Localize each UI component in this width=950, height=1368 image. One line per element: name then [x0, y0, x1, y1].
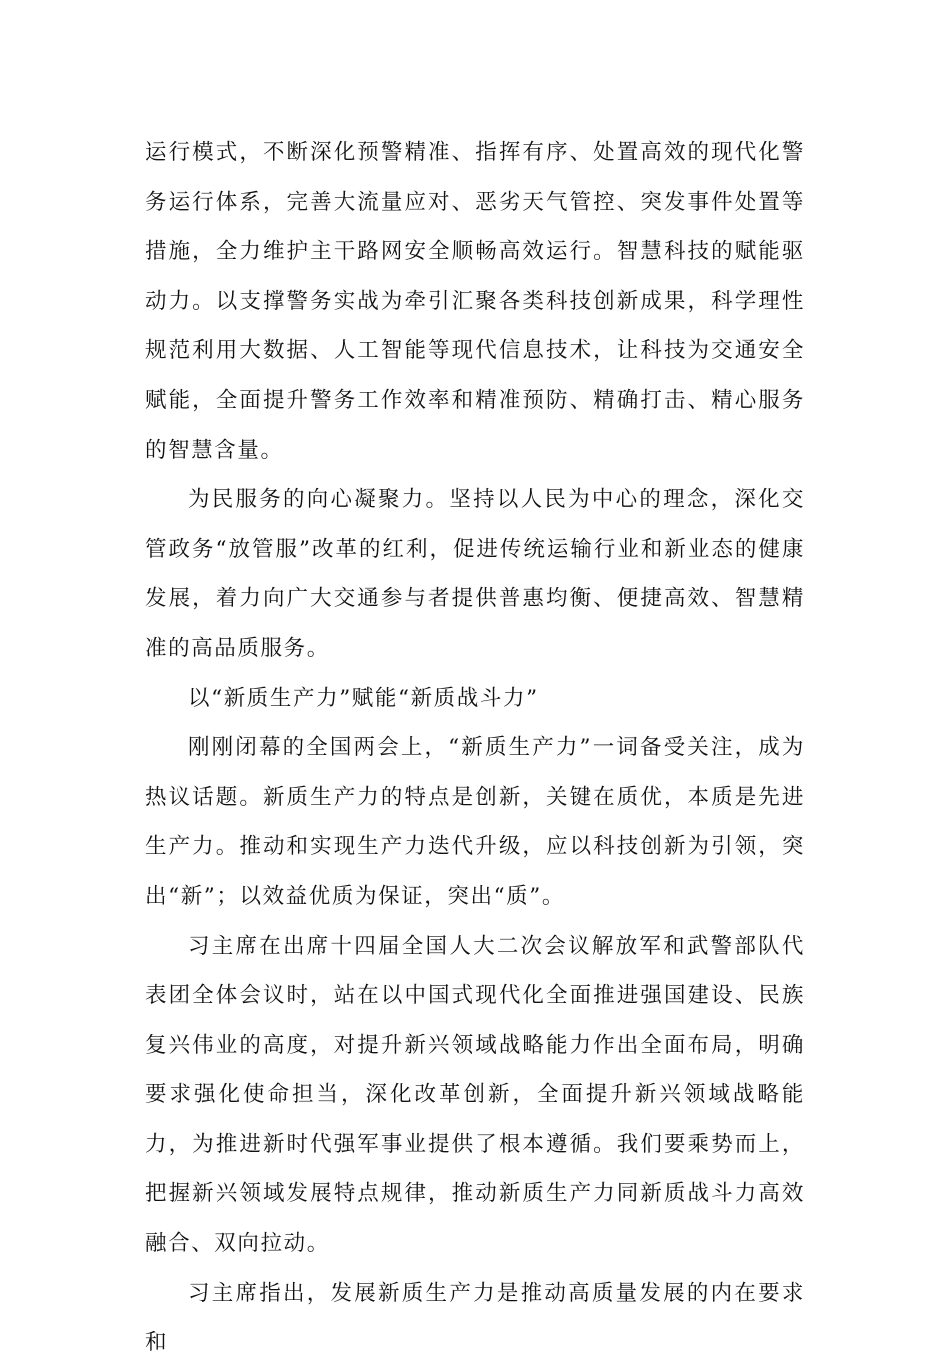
- paragraph-3: 刚刚闭幕的全国两会上，“新质生产力”一词备受关注，成为热议话题。新质生产力的特点是创新，关键在质优，本质是先进生产力。推动和实现生产力迭代升级，应以科技创新为引领，突出“新”；以效益优质为保证，突出“质”。: [145, 735, 805, 909]
- paragraph-1: 运行模式，不断深化预警精准、指挥有序、处置高效的现代化警务运行体系，完善大流量应对、恶劣天气管控、突发事件处置等措施，全力维护主干路网安全顺畅高效运行。智慧科技的赋能驱动力。以支撑警务实战为牵引汇聚各类科技创新成果，科学理性规范利用大数据、人工智能等现代信息技术，让科技为交通安全赋能，全面提升警务工作效率和精准预防、精确打击、精心服务的智慧含量。: [145, 140, 805, 463]
- section-heading: 以“新质生产力”赋能“新质战斗力”: [188, 685, 539, 711]
- paragraph-4: 习主席在出席十四届全国人大二次会议解放军和武警部队代表团全体会议时，站在以中国式现代化全面推进强国建设、民族复兴伟业的高度，对提升新兴领域战略能力作出全面布局，明确要求强化使命担当，深化改革创新，全面提升新兴领域战略能力，为推进新时代强军事业提供了根本遵循。我们要乘势而上，把握新兴领域发展特点规律，推动新质生产力同新质战斗力高效融合、双向拉动。: [145, 933, 805, 1257]
- paragraph-5: 习主席指出，发展新质生产力是推动高质量发展的内在要求和: [145, 1280, 805, 1356]
- document-body: [145, 128, 805, 1368]
- paragraph-2: 为民服务的向心凝聚力。坚持以人民为中心的理念，深化交管政务“放管服”改革的红利，促进传统运输行业和新业态的健康发展，着力向广大交通参与者提供普惠均衡、便捷高效、智慧精准的高品质服务。: [145, 487, 805, 661]
